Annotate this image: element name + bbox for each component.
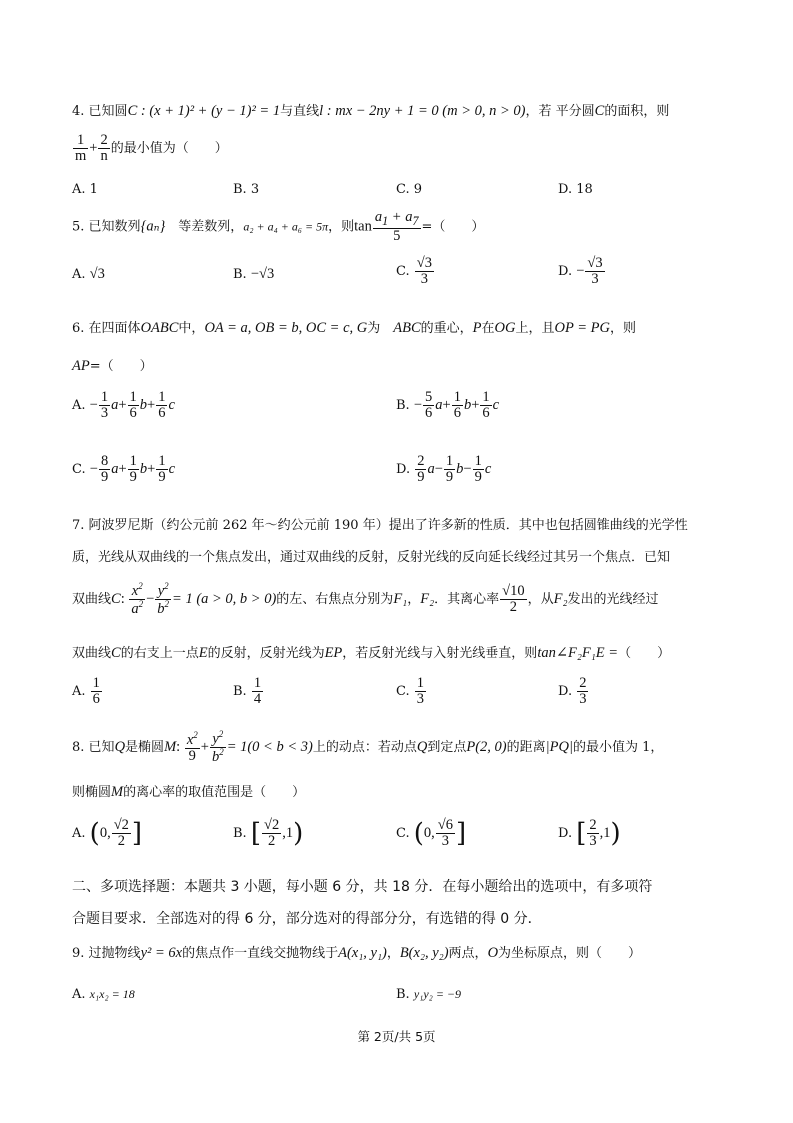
q5-option-a: A. √3 bbox=[72, 266, 105, 282]
q4-option-c: C. 9 bbox=[396, 182, 423, 197]
q4-option-d: D. 18 bbox=[558, 182, 593, 197]
q5-line1: 5. 已知数列{aₙ} 等差数列，a₂ + a₄ + a₆ = 5π，则tan $\frac{a_1 + a_7}{5}$ =（ ） bbox=[72, 209, 485, 244]
q6-option-c: C. − $\frac{8}{9}$ a+ $\frac{1}{9}$ b+ $\frac{1}{9}$ c bbox=[72, 453, 176, 486]
q7-line3: 双曲线C: $\frac{x^2}{a^2}$ − $\frac{y^2}{b^2}$ = 1 (a > 0, b > 0)的左、右焦点分别为F₁，F₂．其离心率 $\frac{√10}{2}$ ，从F₂发出的光线经过 bbox=[72, 581, 659, 617]
q8-option-a: A. (0, $\frac{√2}{2}$ ] bbox=[72, 817, 143, 850]
q9-line1: 9. 过抛物线y² = 6x的焦点作一直线交抛物线于A(x₁, y₁)，B(x₂, y₂)两点，O为坐标原点，则（ ） bbox=[72, 945, 642, 961]
q6-option-d: D. $\frac{2}{9}$ a− $\frac{1}{9}$ b− $\frac{1}{9}$ c bbox=[396, 453, 492, 486]
q5-condition: a₂ + a₄ + a₆ = 5π bbox=[243, 219, 329, 234]
q6-line2: AP=（ ） bbox=[72, 358, 153, 374]
q7-line2: 质，光线从双曲线的一个焦点发出，通过双曲线的反射，反射光线的反向延长线经过其另一个焦点．已知 bbox=[72, 550, 671, 565]
q6-option-b: B. − $\frac{5}{6}$ a+ $\frac{1}{6}$ b+ $\frac{1}{6}$ c bbox=[396, 389, 500, 422]
q5-option-b: B. −√3 bbox=[233, 266, 275, 282]
q7-line1: 7. 阿波罗尼斯（约公元前 262 年～约公元前 190 年）提出了许多新的性质．其中也包括圆锥曲线的光学性 bbox=[72, 518, 688, 533]
q9-option-a: A. x₁x₂ = 18 bbox=[72, 987, 135, 1002]
q8-line1: 8. 已知Q是椭圆M: $\frac{x^2}{9}$ + $\frac{y^2}{b^2}$ = 1(0 < b < 3)上的动点：若动点Q到定点P(2, 0)的距离|PQ|的最小值为 1， bbox=[72, 729, 664, 765]
q6-option-a: A. − $\frac{1}{3}$ a+ $\frac{1}{6}$ b+ $\frac{1}{6}$ c bbox=[72, 389, 175, 422]
q5-option-d: D. − $\frac{√3}{3}$ bbox=[558, 255, 603, 288]
q4-option-a: A. 1 bbox=[72, 182, 98, 197]
q7-line4: 双曲线C的右支上一点E的反射，反射光线为EP，若反射光线与入射光线垂直，则tan∠F₂F₁E =（ ） bbox=[72, 645, 671, 661]
section-2-instructions-line2: 合题目要求．全部选对的得 6 分，部分选对的得部分分，有选错的得 0 分． bbox=[72, 911, 542, 927]
q7-option-a: A. $\frac{1}{6}$ bbox=[72, 675, 100, 708]
q4-number: 4. bbox=[72, 104, 85, 119]
q7-eccentricity: $\frac{√10}{2}$ bbox=[502, 582, 525, 616]
q4-circle-equation: C : (x + 1)² + (y − 1)² = 1 bbox=[127, 103, 281, 119]
q4-frac-1-over-m: $\frac{1}{m}$ bbox=[75, 132, 87, 165]
q5-fraction: $\frac{a_1 + a_7}{5}$ bbox=[374, 209, 419, 244]
q7-option-b: B. $\frac{1}{4}$ bbox=[233, 675, 262, 708]
page-footer: 第 2页/共 5页 bbox=[357, 1029, 436, 1044]
q4-option-b: B. 3 bbox=[233, 182, 260, 197]
q5-sequence: {aₙ} bbox=[140, 218, 166, 235]
section-2-instructions-line1: 二、多项选择题：本题共 3 小题，每小题 6 分，共 18 分．在每小题给出的选项中，有多项符 bbox=[72, 879, 653, 895]
q4-line2: $\frac{1}{m}$ + $\frac{2}{n}$ 的最小值为（ ） bbox=[75, 132, 228, 165]
q4-line1: 4. 已知圆C : (x + 1)² + (y − 1)² = 1与直线l : mx − 2ny + 1 = 0 (m > 0, n > 0)，若 平分圆C的面积，则 bbox=[72, 103, 670, 119]
q9-option-b: B. y₁y₂ = −9 bbox=[396, 987, 462, 1002]
q8-line2: 则椭圆M的离心率的取值范围是（ ） bbox=[72, 784, 306, 800]
q8-option-d: D. [ $\frac{2}{3}$ ,1) bbox=[558, 817, 621, 850]
q4-line-equation: l : mx − 2ny + 1 = 0 (m > 0, n > 0) bbox=[319, 103, 526, 119]
q7-option-c: C. $\frac{1}{3}$ bbox=[396, 675, 425, 708]
q8-option-b: B. [ $\frac{√2}{2}$ ,1) bbox=[233, 817, 304, 850]
q6-line1: 6. 在四面体OABC中，OA = a, OB = b, OC = c, G为 ABC的重心，P在OG上，且OP = PG，则 bbox=[72, 320, 636, 336]
q4-frac-2-over-n: $\frac{2}{n}$ bbox=[100, 132, 108, 165]
q6-vectors: OA = a, OB = b, OC = c, G bbox=[204, 320, 368, 336]
q8-option-c: C. (0, $\frac{√6}{3}$ ] bbox=[396, 817, 467, 850]
q5-option-c: C. $\frac{√3}{3}$ bbox=[396, 255, 432, 288]
q7-option-d: D. $\frac{2}{3}$ bbox=[558, 675, 587, 708]
